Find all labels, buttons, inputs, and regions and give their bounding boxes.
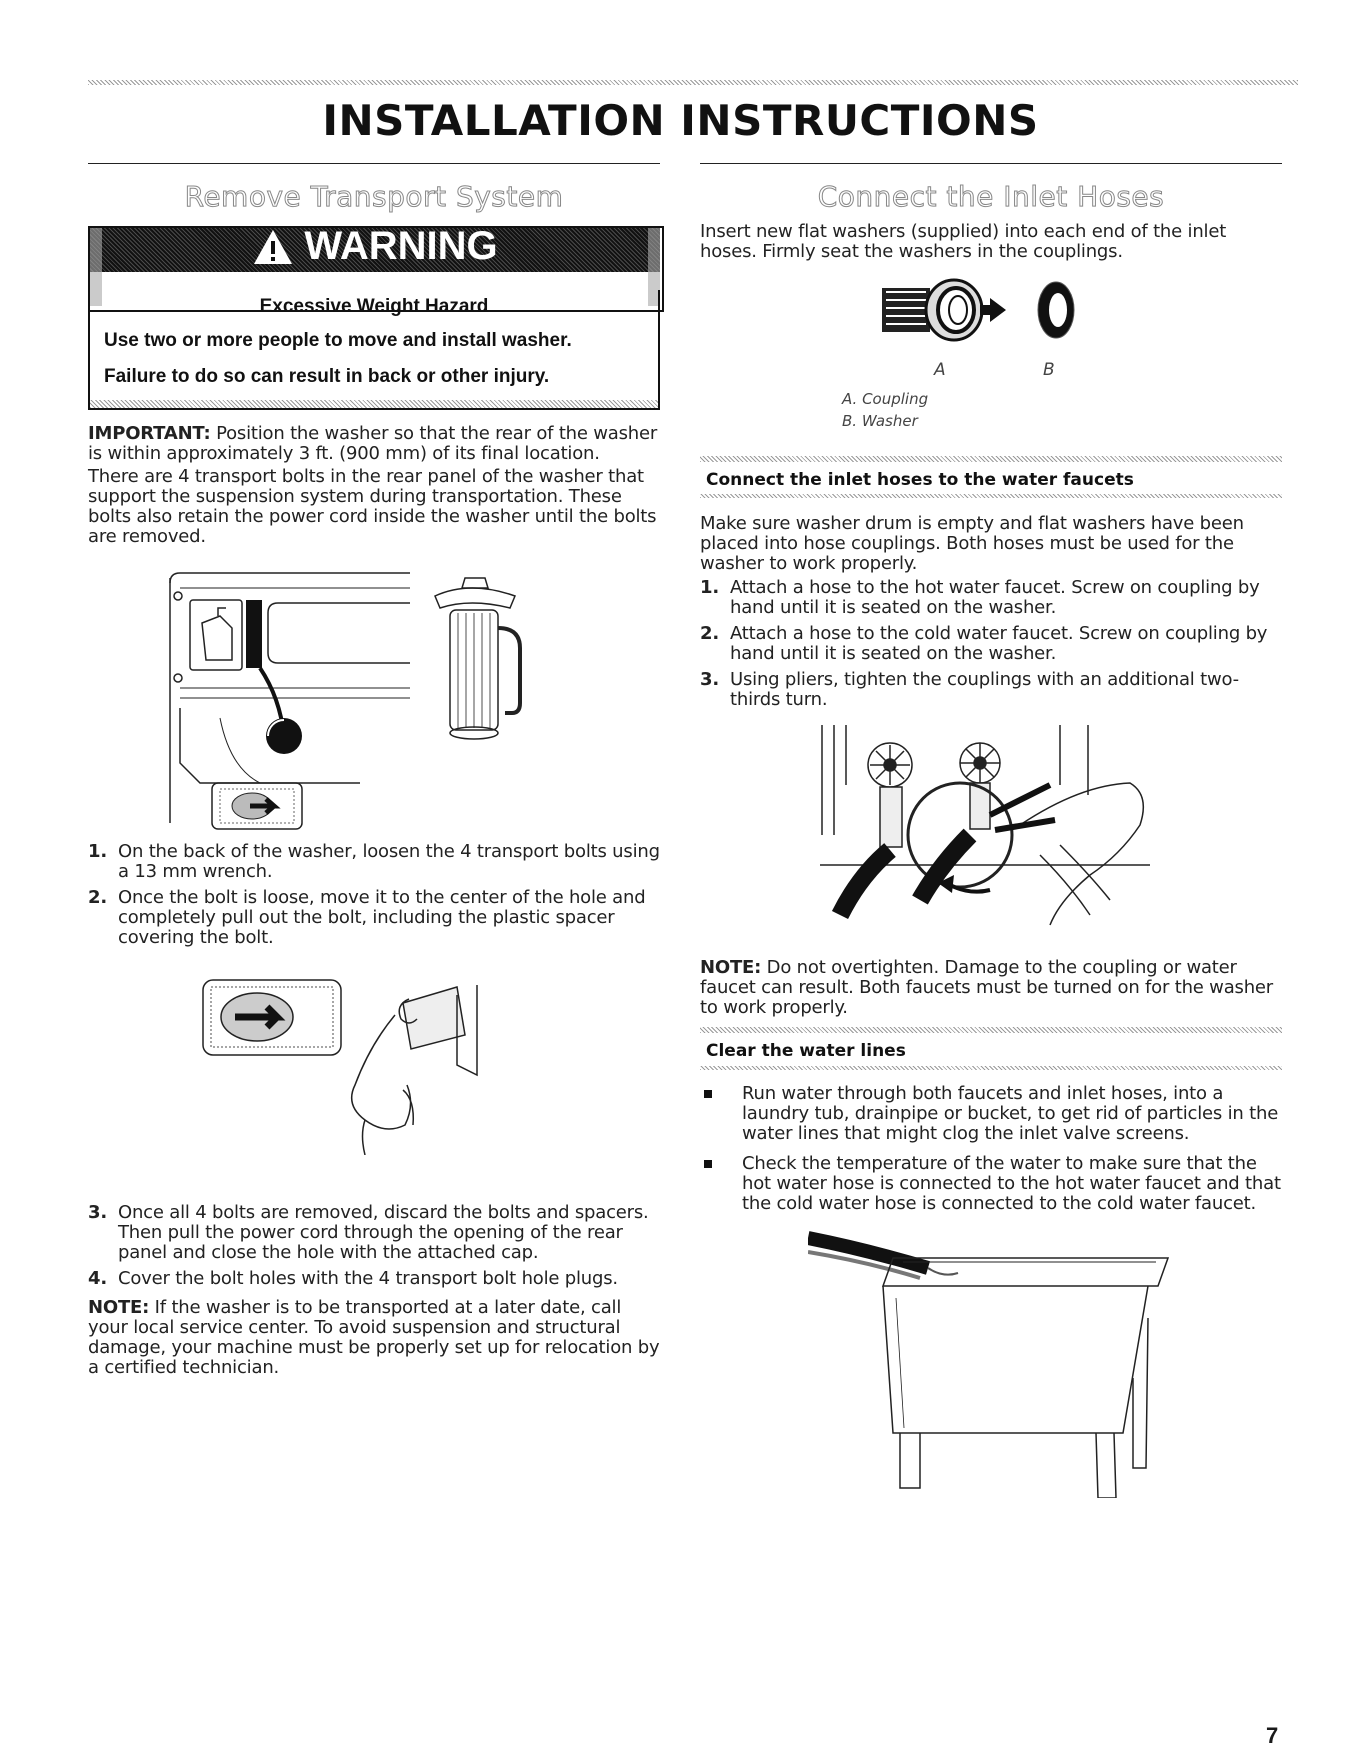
top-rule [88,80,1298,85]
faucet-step-1 [700,578,1282,618]
bullet-text: Check the temperature of the water to make sure that the hot water hose is connected to the hot water faucet and that the cold water hose is connected to the cold water faucet. [742,1153,1281,1214]
step-text: Cover the bolt holes with the 4 transport bolt hole plugs. [118,1268,618,1289]
step-number: 3. [88,1202,107,1223]
faucet-note [700,958,1282,1018]
caption-washer: B. Washer [842,412,918,430]
step-number: 4. [88,1268,107,1289]
transport-note [88,1298,660,1378]
inlet-intro: Insert new flat washers (supplied) into each end of the inlet hoses. Firmly seat the washers in the couplings. [700,221,1227,262]
note-text: Do not overtighten. Damage to the coupling or water faucet can result. Both faucets must be turned on for the washer to work properly. [700,957,1273,1018]
warning-line-1: Use two or more people to move and install washer. [104,330,572,351]
important-text: Position the washer so that the rear of the washer is within approximately 3 ft. (900 mm) of its final location. [88,423,658,464]
bullet-square-icon [704,1160,712,1168]
note-label: NOTE: [88,1297,150,1318]
warning-triangle-icon [252,228,294,266]
transport-step-2 [88,888,660,948]
step-number: 2. [88,887,107,908]
clear-lines-subhead: Clear the water lines [706,1041,906,1061]
step-text: On the back of the washer, loosen the 4 transport bolts using a 13 mm wrench. [118,841,660,882]
step-text: Once the bolt is loose, move it to the center of the hole and completely pull out the bolt, including the plastic spacer covering the bolt. [118,887,646,948]
transport-steps-b [88,1203,660,1295]
bolt-slot [246,600,262,668]
note-label: NOTE: [700,957,762,978]
step-text: Attach a hose to the hot water faucet. Screw on coupling by hand until it is seated on the washer. [730,577,1260,618]
warning-line-2: Failure to do so can result in back or other injury. [104,366,550,387]
clear-lines-bullets [700,1084,1282,1224]
faucet-step-3 [700,670,1282,710]
subhead-1-top-bar [700,456,1282,462]
remove-transport-heading: Remove Transport System [184,180,564,213]
step-number: 2. [700,623,719,644]
faucet-step-2 [700,624,1282,664]
subhead-1-bottom-bar [700,494,1282,498]
plastic-spacer-illustration [435,578,520,739]
transport-steps-a [88,842,660,954]
page-title: INSTALLATION INSTRUCTIONS [322,96,1039,145]
step-text: Using pliers, tighten the couplings with an additional two-thirds turn. [730,669,1239,710]
arrow-icon [980,298,1006,322]
left-column-rule [88,163,660,164]
page-number: 7 [1266,1723,1279,1748]
warning-bottom-hatch [90,400,658,408]
pliers [990,785,1055,830]
clear-lines-bullet-1 [700,1084,1282,1144]
bullet-text: Run water through both faucets and inlet hoses, into a laundry tub, drainpipe or bucket, to get rid of particles in the water lines that might clog the inlet valve screens. [742,1083,1279,1144]
faucet-subhead: Connect the inlet hoses to the water faucets [706,470,1134,490]
subhead-2-top-bar [700,1027,1282,1033]
faucet-pliers-figure [820,725,1180,945]
figure-label-a: A [934,360,946,380]
clear-lines-bullet-2 [700,1154,1282,1214]
transport-step-3 [88,1203,660,1263]
warning-title [90,224,660,269]
important-label: IMPORTANT: [88,423,211,444]
faucet-steps [700,578,1282,716]
note-text: If the washer is to be transported at a later date, call your local service center. To avoid suspension and structural damage, your machine must be properly set up for relocation by a certified technician. [88,1297,660,1378]
warning-banner-text: WARNING [304,224,498,268]
coupling-washer-figure [880,278,1090,350]
step-number: 3. [700,669,719,690]
step-text: Once all 4 bolts are removed, discard the bolts and spacers. Then pull the power cord through the opening of the rear panel and close the hole with the attached cap. [118,1202,649,1263]
flat-washer [1038,282,1074,338]
right-column-rule [700,163,1282,164]
faucet-intro: Make sure washer drum is empty and flat washers have been placed into hose couplings. Both hoses must be used for the washer to work properly. [700,513,1244,574]
step-number: 1. [88,841,107,862]
warning-hazard: Excessive Weight Hazard [259,296,489,317]
laundry-tub-figure [808,1228,1178,1498]
transport-step-1 [88,842,660,882]
caption-coupling: A. Coupling [842,390,929,408]
bolt-head [266,718,302,754]
coupling [882,280,982,340]
hot-hose [840,850,890,915]
step-number: 1. [700,577,719,598]
subhead-2-bottom-bar [700,1066,1282,1070]
bolt-removal-figure [195,975,545,1155]
figure-label-b: B [1043,360,1055,380]
important-paragraph [88,424,660,464]
rear-panel-figure [160,568,580,833]
bullet-square-icon [704,1090,712,1098]
connect-inlet-heading: Connect the Inlet Hoses [817,180,1165,213]
transport-step-4 [88,1269,660,1289]
step-text: Attach a hose to the cold water faucet. Screw on coupling by hand until it is seated on the washer. [730,623,1268,664]
bolts-paragraph: There are 4 transport bolts in the rear panel of the washer that support the suspension system during transportation. These bolts also retain the power cord inside the washer until the bolts are removed. [88,466,657,547]
